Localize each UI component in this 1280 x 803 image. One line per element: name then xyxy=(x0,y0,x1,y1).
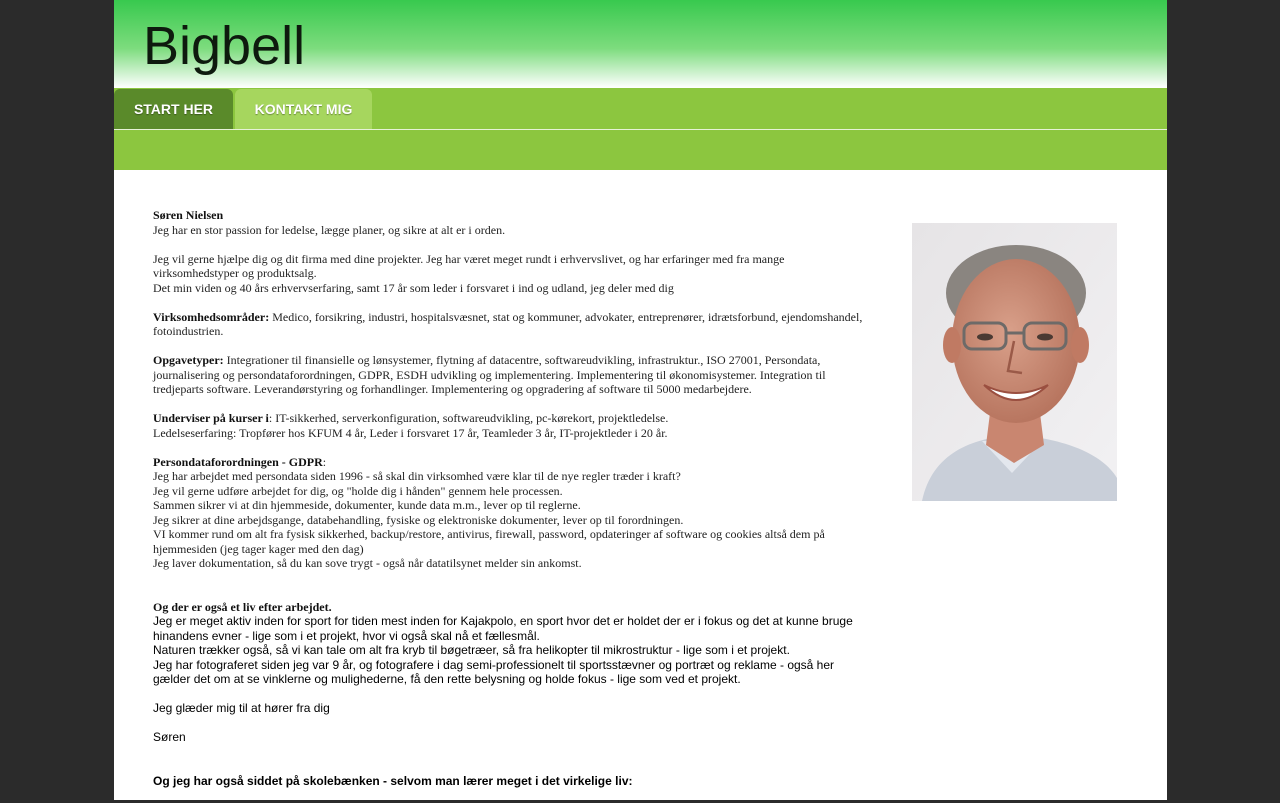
life-heading: Og der er også et liv efter arbejdet. xyxy=(153,599,332,614)
teaching-text: : IT-sikkerhed, serverkonfiguration, softwareudvikling, pc-kørekort, projektledelse. xyxy=(268,411,669,425)
nav-item-start-her[interactable]: START HER xyxy=(114,89,233,129)
life-line: Jeg har fotograferet siden jeg var 9 år, og fotografere i dag semi-professionelt til sportsstævner og portræt og reklame - også her gælder det om at se vinklerne og mulighederne, få den rette belysning og holde fokus - lige som ved et projekt. xyxy=(153,657,835,686)
gdpr-line: Jeg laver dokumentation, så du kan sove trygt - også når datatilsynet melder sin ankomst. xyxy=(153,556,582,570)
task-types-paragraph xyxy=(153,353,873,397)
task-types-label: Opgavetyper: xyxy=(153,353,224,367)
site-header xyxy=(114,0,1167,88)
nav-divider xyxy=(114,129,1167,130)
gdpr-line: Jeg har arbejdet med persondata siden 1996 - så skal din virksomhed være klar til de nye regler træder i kraft? xyxy=(153,469,681,483)
nav-item-kontakt-mig[interactable]: KONTAKT MIG xyxy=(235,89,372,129)
site-title[interactable]: Bigbell xyxy=(143,16,306,76)
experience-text: Jeg vil gerne hjælpe dig og dit firma med dine projekter. Jeg har været meget rundt i erhvervslivet, og har erfaringer med fra mange virksomhedstyper og produktsalg. xyxy=(153,251,785,280)
intro-paragraph xyxy=(153,208,873,237)
main-navigation xyxy=(114,88,1167,170)
life-paragraph xyxy=(153,600,873,687)
gdpr-line: VI kommer rund om alt fra fysisk sikkerhed, backup/restore, antivirus, firewall, password, opdateringer af software og cookies altså dem på hjemmesiden (jeg tager kager med den dag) xyxy=(153,527,825,556)
gdpr-line: Jeg vil gerne udføre arbejdet for dig, og "holde dig i hånden" gennem hele processen. xyxy=(153,483,563,498)
gdpr-line: Sammen sikrer vi at din hjemmeside, dokumenter, kunde data m.m., lever op til reglerne. xyxy=(153,498,581,512)
portrait-photo xyxy=(912,223,1117,501)
school-heading: Og jeg har også siddet på skolebænken - selvom man lærer meget i det virkelige liv: xyxy=(153,773,633,788)
signature: Søren xyxy=(153,730,186,744)
page xyxy=(114,0,1167,800)
business-areas-label: Virksomhedsområder: xyxy=(153,309,270,324)
teaching-label: Underviser på kurser i xyxy=(153,411,269,425)
task-types-text: Integrationer til finansielle og lønsystemer, flytning af datacentre, softwareudvikling, infrastruktur., ISO 27001, Persondata, journalisering og persondataforordningen, GDPR, ESDH udvikling og implementering. Implementering til økonomisystemer. Integration til tredjeparts software. Leverandørstyring og forhandlinger. Implementering og opgradering af software til 5000 medarbejdere. xyxy=(153,353,826,396)
portrait-image xyxy=(912,223,1117,501)
experience-text-2: Det min viden og 40 års erhvervserfaring, samt 17 år som leder i forsvaret i ind og udland, jeg deler med dig xyxy=(153,280,674,295)
gdpr-paragraph xyxy=(153,455,873,571)
gdpr-colon: : xyxy=(322,454,327,469)
leadership-text: Ledelseserfaring: Tropfører hos KFUM 4 år, Leder i forsvaret 17 år, Teamleder 3 år, IT-projektleder i 20 år. xyxy=(153,425,668,440)
main-content xyxy=(153,208,873,803)
gdpr-line: Jeg sikrer at dine arbejdsgange, databehandling, fysiske og elektroniske dokumenter, lever op til forordningen. xyxy=(153,512,684,527)
gdpr-label: Persondataforordningen - GDPR xyxy=(153,454,323,469)
teaching-paragraph xyxy=(153,411,873,440)
business-areas-paragraph xyxy=(153,310,873,339)
life-line: Jeg er meget aktiv inden for sport for tiden mest inden for Kajakpolo, en sport hvor det er holdet der er i fokus og det at kunne bruge hinandens evner - lige som i et projekt, hvor vi også skal nå et fællesmål. xyxy=(153,614,853,643)
experience-paragraph xyxy=(153,252,873,296)
business-areas-text: Medico, forsikring, industri, hospitalsvæsnet, stat og kommuner, advokater, entreprenører, idrætsforbund, ejendomshandel, fotoindustrien. xyxy=(153,309,863,338)
author-name: Søren Nielsen xyxy=(153,208,224,222)
life-line: Naturen trækker også, så vi kan tale om alt fra kryb til bøgetræer, så fra helikopter til mikrostruktur - lige som i et projekt. xyxy=(153,643,790,657)
closing-line: Jeg glæder mig til at hører fra dig xyxy=(153,701,330,715)
intro-line: Jeg har en stor passion for ledelse, lægge planer, og sikre at alt er i orden. xyxy=(153,222,506,237)
